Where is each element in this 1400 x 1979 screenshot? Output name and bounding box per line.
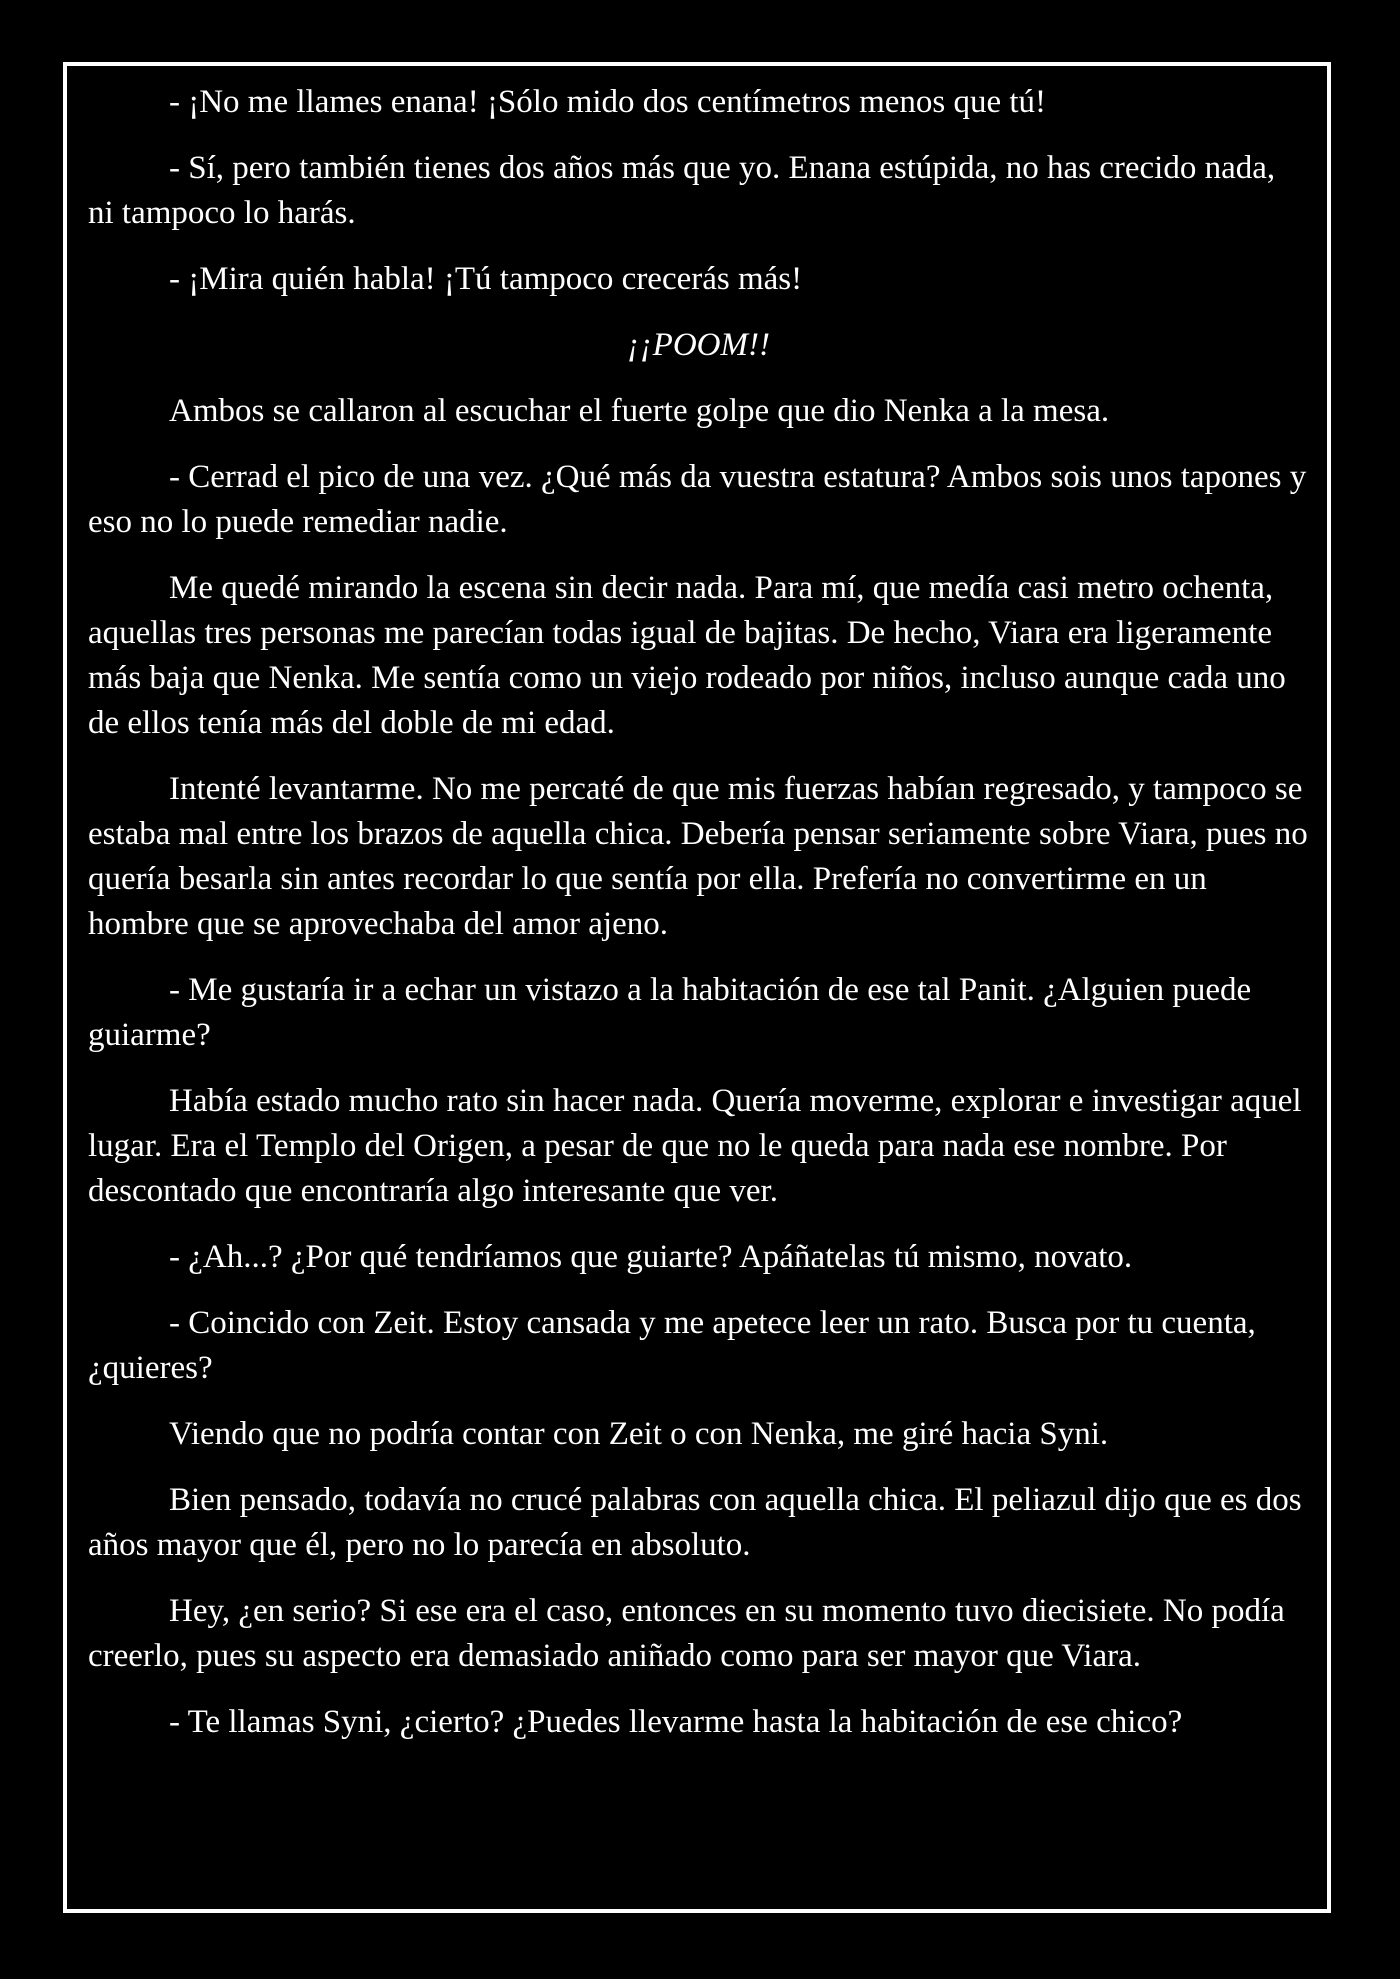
paragraph-8: Intenté levantarme. No me percaté de que mis fuerzas habían regresado, y tampoco se estaba mal entre los brazos de aquella chica. Debería pensar seriamente sobre Viara, pues no quería besarla sin antes recordar lo que sentía por ella. Prefería no convertirme en un hombre que se aprovechaba del amor ajeno. — [88, 771, 1308, 942]
paragraph-13: Viendo que no podría contar con Zeit o con Nenka, me giré hacia Syni. — [169, 1416, 1109, 1452]
paragraph-1: - ¡No me llames enana! ¡Sólo mido dos centímetros menos que tú! — [169, 84, 1047, 120]
paragraph-15: Hey, ¿en serio? Si ese era el caso, entonces en su momento tuvo diecisiete. No podía creerlo, pues su aspecto era demasiado aniñado como para ser mayor que Viara. — [88, 1593, 1285, 1674]
paragraph-14: Bien pensado, todavía no crucé palabras con aquella chica. El peliazul dijo que es dos años mayor que él, pero no lo parecía en absoluto. — [88, 1482, 1302, 1563]
paragraph-12: - Coincido con Zeit. Estoy cansada y me apetece leer un rato. Busca por tu cuenta, ¿quieres? — [88, 1305, 1256, 1386]
paragraph-11: - ¿Ah...? ¿Por qué tendríamos que guiarte? Apáñatelas tú mismo, novato. — [169, 1239, 1133, 1275]
page-frame — [63, 62, 1331, 1913]
paragraph-5: Ambos se callaron al escuchar el fuerte golpe que dio Nenka a la mesa. — [169, 393, 1110, 429]
paragraph-7: Me quedé mirando la escena sin decir nada. Para mí, que medía casi metro ochenta, aquellas tres personas me parecían todas igual de bajitas. De hecho, Viara era ligeramente más baja que Nenka. Me sentía como un viejo rodeado por niños, incluso aunque cada uno de ellos tenía más del doble de mi edad. — [88, 570, 1286, 741]
paragraph-9: - Me gustaría ir a echar un vistazo a la habitación de ese tal Panit. ¿Alguien puede guiarme? — [88, 972, 1252, 1053]
paragraph-10: Había estado mucho rato sin hacer nada. Quería moverme, explorar e investigar aquel lugar. Era el Templo del Origen, a pesar de que no le queda para nada ese nombre. Por descontado que encontraría algo interesante que ver. — [88, 1083, 1302, 1209]
sound-effect: ¡¡POOM!! — [627, 327, 770, 363]
paragraph-3: - ¡Mira quién habla! ¡Tú tampoco crecerás más! — [169, 261, 803, 297]
paragraph-6: - Cerrad el pico de una vez. ¿Qué más da vuestra estatura? Ambos sois unos tapones y eso no lo puede remediar nadie. — [88, 459, 1307, 540]
text-body — [88, 80, 1309, 1766]
paragraph-2: - Sí, pero también tienes dos años más que yo. Enana estúpida, no has crecido nada, ni tampoco lo harás. — [88, 150, 1276, 231]
paragraph-16: - Te llamas Syni, ¿cierto? ¿Puedes llevarme hasta la habitación de ese chico? — [169, 1704, 1183, 1740]
